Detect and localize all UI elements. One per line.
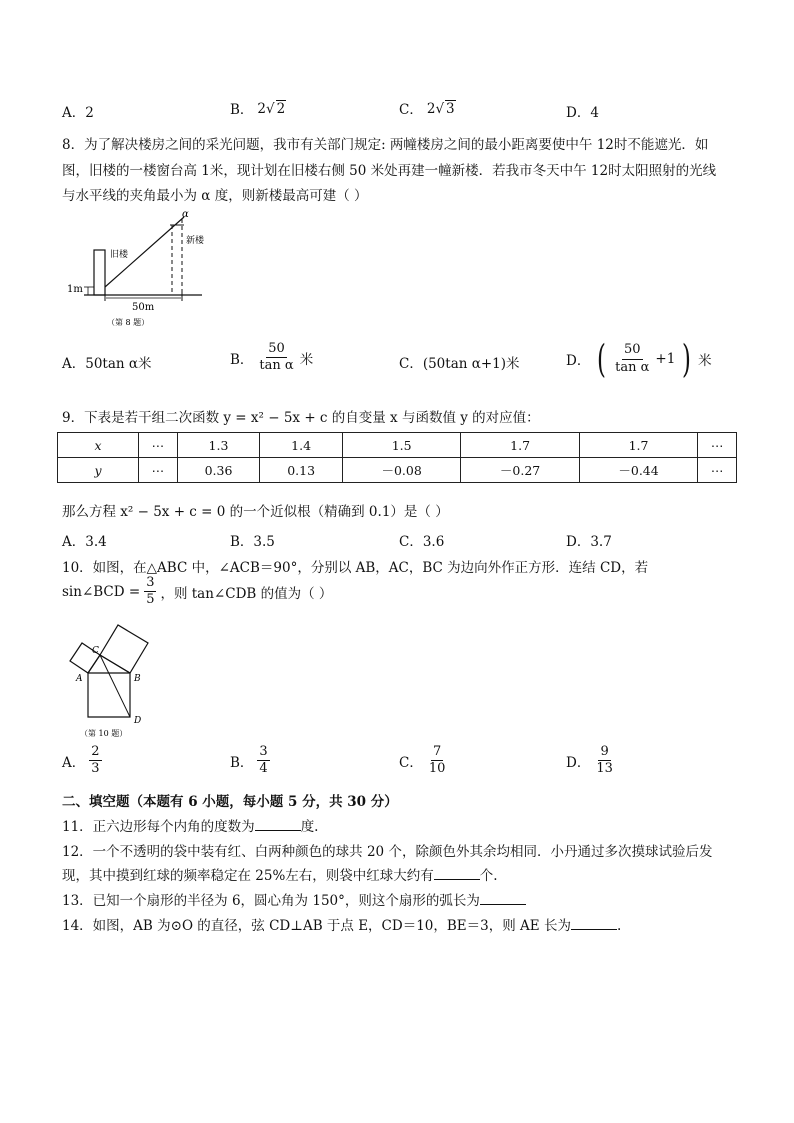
q8-d-plus: +1 <box>655 351 676 367</box>
q8-b-den: tan α <box>259 358 294 374</box>
q14-text: 14．如图，AB 为⊙O 的直径，弦 CD⊥AB 于点 E，CD＝10，BE＝3，则 AE 长为 <box>62 918 571 934</box>
q9-line2: 那么方程 x² − 5x + c = 0 的一个近似根（精确到 0.1）是（ ） <box>62 504 449 520</box>
q9-option-c: C．3.6 <box>399 534 445 550</box>
q8-option-b <box>230 342 313 374</box>
q8-fig-height: 1m <box>67 284 83 295</box>
q7-option-c-sqrt: 2 √ 3 <box>426 100 455 117</box>
q8-fig-old-label: 旧楼 <box>110 250 129 260</box>
q10-option-b-fraction <box>257 745 269 777</box>
section2-title: 二、填空题（本题有 6 小题，每小题 5 分，共 30 分） <box>62 794 398 810</box>
q10-sin-den: 5 <box>146 592 155 608</box>
q8-option-b-label: B． <box>230 351 254 368</box>
q14 <box>62 914 621 934</box>
q10-sin-label: sin∠BCD = <box>62 583 141 600</box>
table-row-y <box>58 458 737 483</box>
q9-option-b: B．3.5 <box>230 534 275 550</box>
table-cell: x <box>58 433 139 458</box>
q8-fig-alpha: α <box>182 209 189 220</box>
q10-line2-tail: ，则 tan∠CDB 的值为（ ） <box>160 585 333 602</box>
q10-option-c-fraction <box>427 745 448 777</box>
q8-d-den: tan α <box>615 359 650 375</box>
q8-fig-caption: （第 8 题） <box>107 318 150 327</box>
q8-line2: 图，旧楼的一楼窗台高 1米，现计划在旧楼右侧 50 米处再建一幢新楼．若我市冬天中午 12时太阳照射的光线 <box>62 163 717 179</box>
q10-b-den: 4 <box>259 761 268 777</box>
table-cell: ⋯ <box>139 433 178 458</box>
q10-option-c <box>399 745 447 777</box>
table-cell: ⋯ <box>139 458 178 483</box>
q10-fig-caption: （第 10 题） <box>80 729 128 738</box>
q8-fig-new-label: 新楼 <box>186 236 205 246</box>
q10-option-d-fraction <box>594 745 615 777</box>
q8-option-d-unit: 米 <box>698 353 712 369</box>
q7-option-b <box>230 98 286 118</box>
q9-line1: 9．下表是若干组二次函数 y = x² − 5x + c 的自变量 x 与函数值 y 的对应值： <box>62 410 540 426</box>
q11-blank[interactable] <box>255 818 301 831</box>
q8-d-lparen: ( <box>597 337 607 381</box>
q13-blank[interactable] <box>480 892 526 905</box>
q10-figure <box>62 615 162 740</box>
q12-line1: 12．一个不透明的袋中装有红、白两种颜色的球共 20 个，除颜色外其余均相同．小丹通过多次摸球试验后发 <box>62 844 713 860</box>
table-cell: 0.36 <box>177 458 260 483</box>
q10-b-num: 3 <box>257 745 269 761</box>
q10-line2 <box>62 576 332 608</box>
q13 <box>62 889 526 909</box>
q8-option-d-label: D． <box>566 353 591 369</box>
q8-d-rparen: ) <box>682 337 692 381</box>
q10-option-a-label: A． <box>62 754 86 771</box>
q10-sin-num: 3 <box>144 576 156 592</box>
q7-option-c-label: C． <box>399 102 423 118</box>
table-cell: 1.4 <box>260 433 343 458</box>
q7-option-c <box>399 98 456 118</box>
q7-option-b-label: B． <box>230 102 254 118</box>
table-row-x <box>58 433 737 458</box>
q10-fig-a: A <box>76 674 83 684</box>
q10-option-d-label: D． <box>566 754 591 771</box>
q7-b-coef: 2 <box>257 100 267 117</box>
table-cell: 1.5 <box>342 433 460 458</box>
q8-line1: 8．为了解决楼房之间的采光问题，我市有关部门规定: 两幢楼房之间的最小距离要使中午 12时不能遮光．如 <box>62 137 709 153</box>
q8-option-c: C．(50tan α+1)米 <box>399 356 520 372</box>
q7-option-d: D．4 <box>566 105 599 121</box>
q10-option-b-label: B． <box>230 754 254 771</box>
q14-text-end: . <box>616 918 622 934</box>
q10-a-den: 3 <box>91 761 100 777</box>
q10-d-den: 13 <box>596 761 613 777</box>
q7-option-b-sqrt: 2 √ 2 <box>257 100 286 117</box>
q12-text-end: 个. <box>479 868 498 884</box>
q11-text: 11．正六边形每个内角的度数为 <box>62 819 255 835</box>
q10-option-a-fraction <box>89 745 101 777</box>
q8-fig-dist: 50m <box>132 302 155 313</box>
q10-sin-fraction <box>144 576 156 608</box>
table-cell: ⋯ <box>698 433 737 458</box>
q10-option-c-label: C． <box>399 754 423 771</box>
table-cell: 0.13 <box>260 458 343 483</box>
table-cell: 1.3 <box>177 433 260 458</box>
q7-option-a: A．2 <box>62 105 94 121</box>
table-cell: 1.7 <box>461 433 579 458</box>
q10-fig-d: D <box>134 716 142 726</box>
q8-option-b-fraction <box>257 342 295 374</box>
q11 <box>62 815 318 835</box>
table-cell: y <box>58 458 139 483</box>
q9-option-d: D．3.7 <box>566 534 612 550</box>
q8-b-num: 50 <box>266 342 287 358</box>
table-cell: －0.44 <box>579 458 697 483</box>
q10-option-b <box>230 745 270 777</box>
q10-option-a <box>62 745 102 777</box>
q9-value-table <box>57 432 737 483</box>
table-cell: －0.08 <box>342 458 460 483</box>
q12-line2 <box>62 864 498 884</box>
q8-option-a: A．50tan α米 <box>62 356 152 372</box>
q10-fig-c: C <box>92 646 99 656</box>
q8-line3: 与水平线的夹角最小为 α 度，则新楼最高可建（ ） <box>62 188 368 204</box>
q10-c-num: 7 <box>431 745 443 761</box>
q10-line1: 10．如图，在△ABC 中，∠ACB＝90°，分别以 AB，AC，BC 为边向外作正方形．连结 CD，若 <box>62 560 649 576</box>
q10-option-d <box>566 745 615 777</box>
table-cell: 1.7 <box>579 433 697 458</box>
q10-fig-b: B <box>134 674 141 684</box>
q8-option-b-unit: 米 <box>299 351 314 368</box>
q7-c-coef: 2 <box>426 100 436 117</box>
q7-c-rad: 3 <box>446 100 455 117</box>
q8-option-d <box>566 337 712 381</box>
q8-figure <box>62 205 212 330</box>
q10-d-num: 9 <box>598 745 610 761</box>
q14-blank[interactable] <box>571 917 617 930</box>
q8-option-d-fraction <box>613 343 651 375</box>
q10-a-num: 2 <box>89 745 101 761</box>
q8-d-num: 50 <box>622 343 643 359</box>
q11-text-end: 度. <box>300 819 319 835</box>
q12-blank[interactable] <box>434 867 480 880</box>
table-cell: ⋯ <box>698 458 737 483</box>
table-cell: －0.27 <box>461 458 579 483</box>
q10-c-den: 10 <box>428 761 446 777</box>
q7-b-rad: 2 <box>276 100 286 117</box>
q12-text: 现，其中摸到红球的频率稳定在 25%左右，则袋中红球大约有 <box>62 868 434 884</box>
q13-text: 13．已知一个扇形的半径为 6，圆心角为 150°，则这个扇形的弧长为 <box>62 893 480 909</box>
q9-option-a: A．3.4 <box>62 534 107 550</box>
